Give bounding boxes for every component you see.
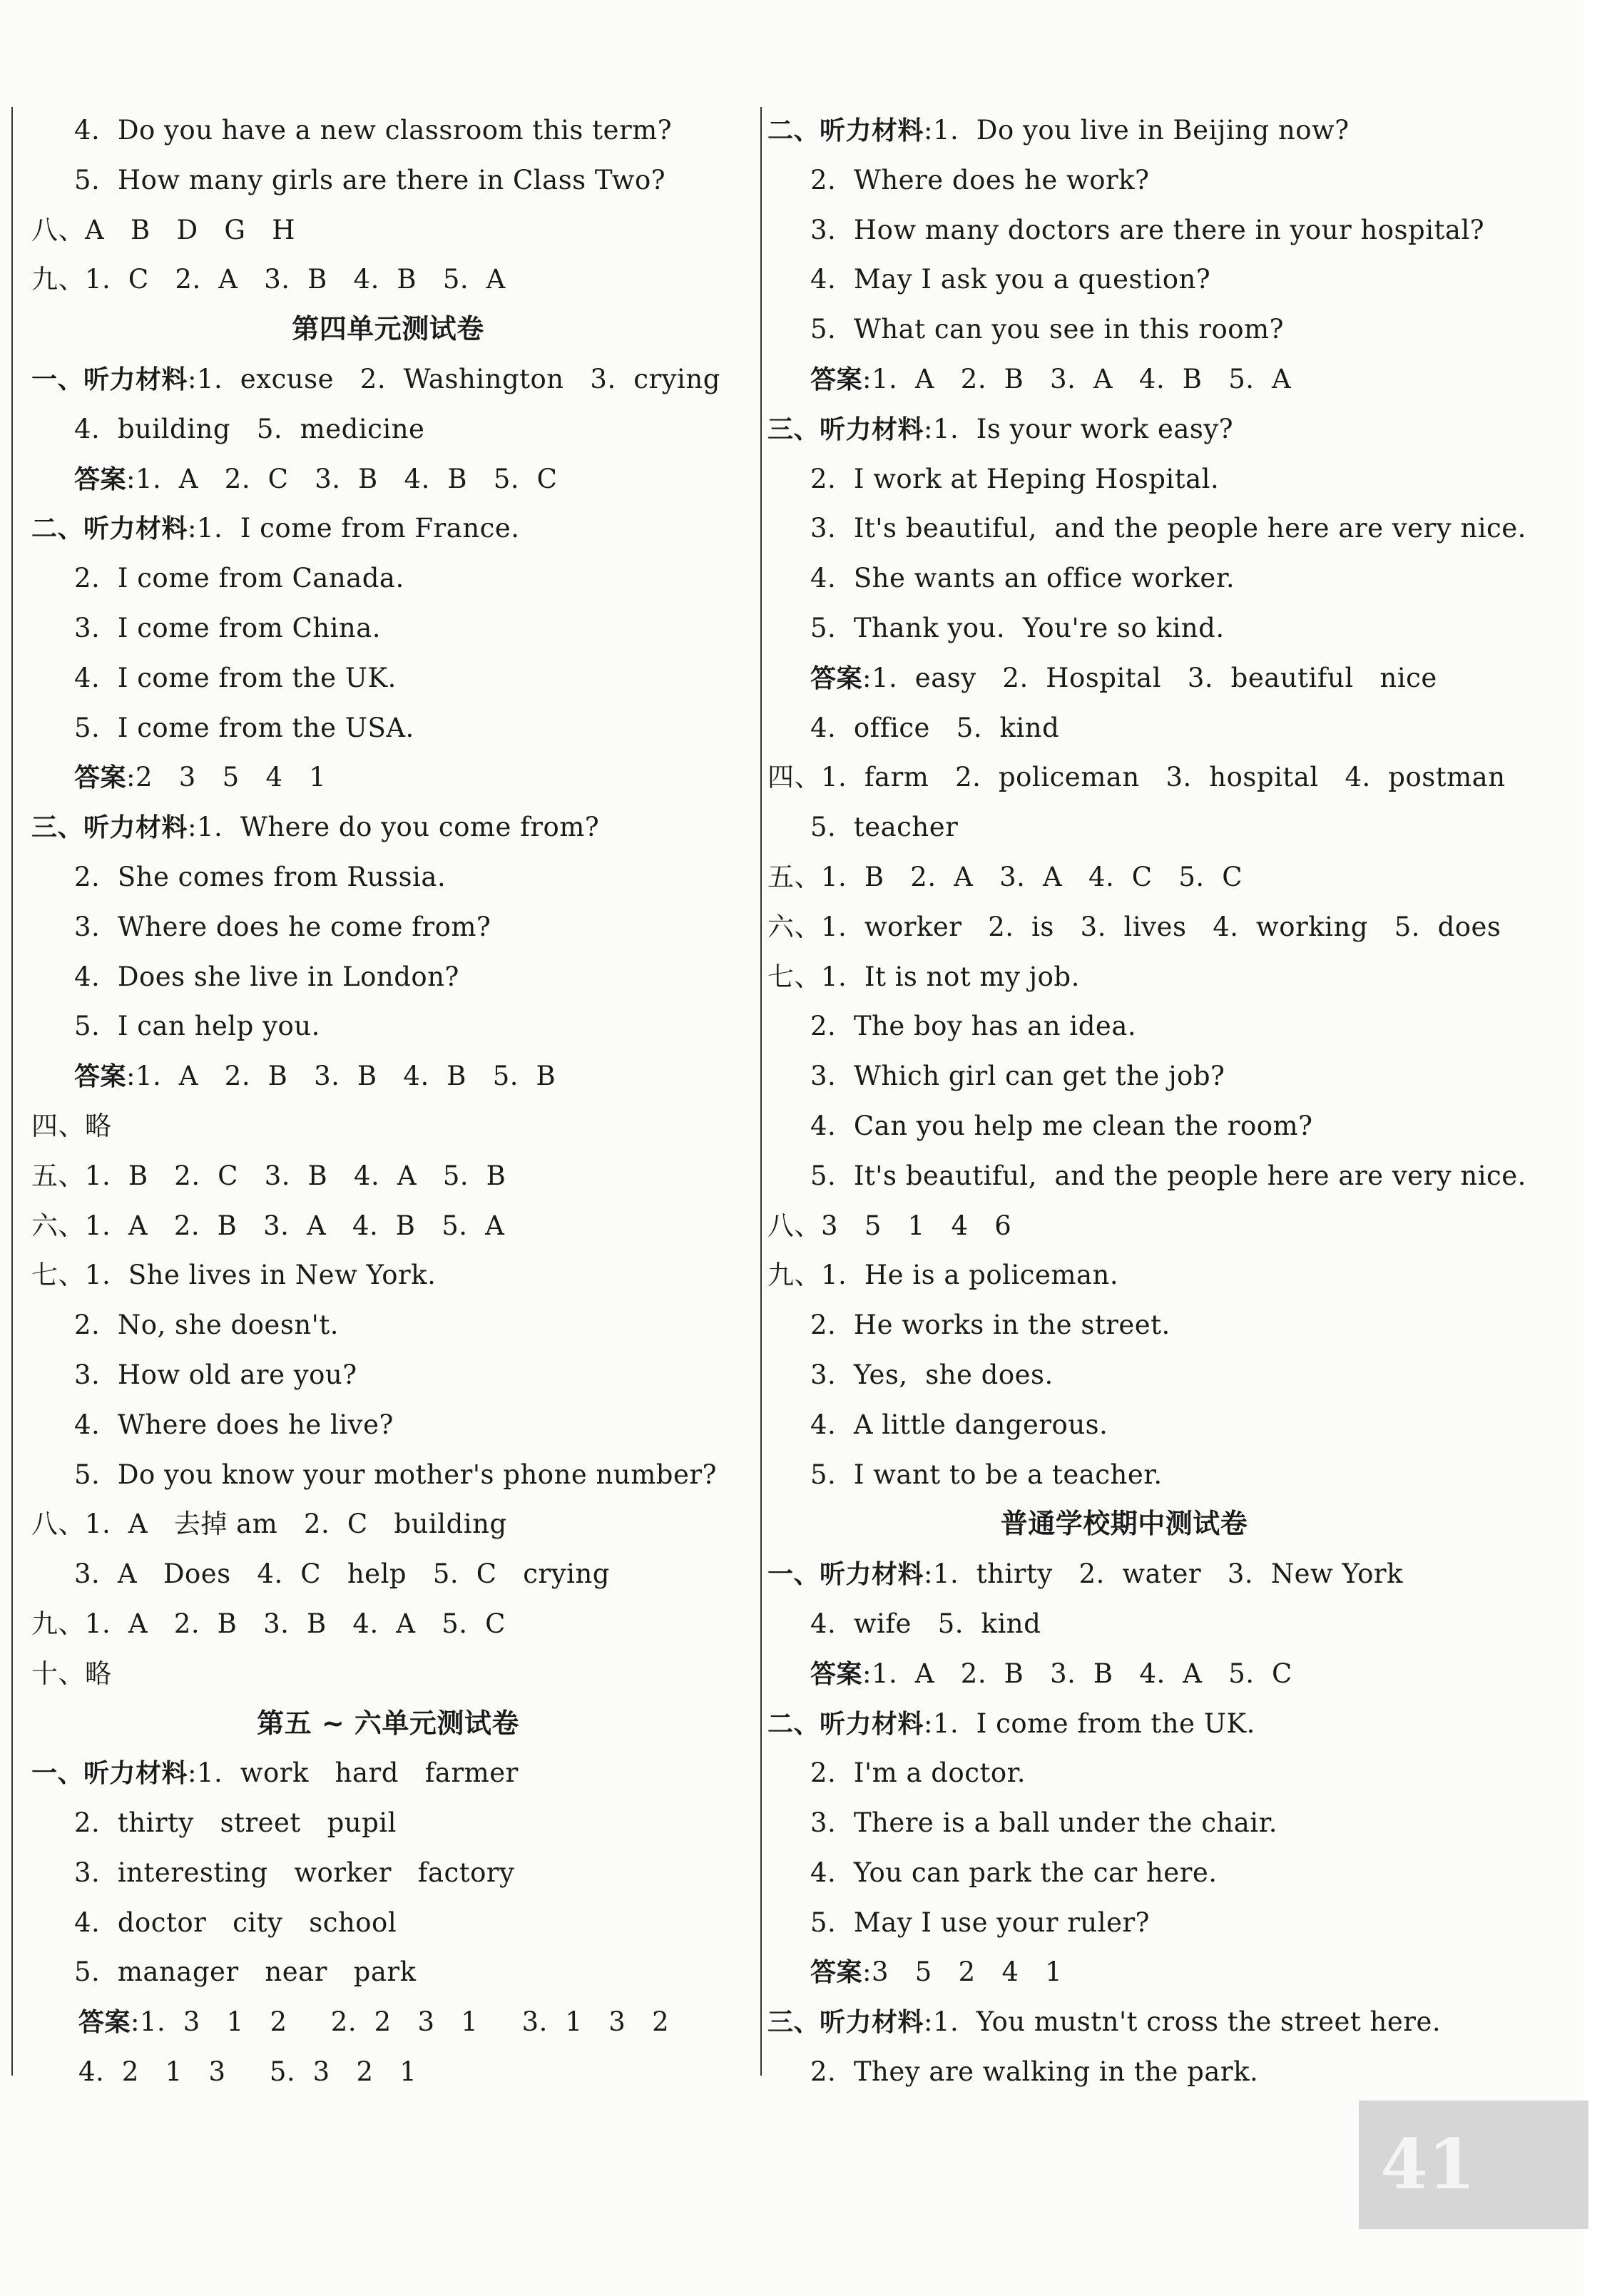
left-margin-rule bbox=[11, 107, 13, 2076]
line-text: :1. 3 1 2 2. 2 3 1 3. 1 3 2 bbox=[131, 2006, 670, 2038]
answer-line bbox=[31, 653, 745, 703]
line-text: 八、1. A 去掉 am 2. C building bbox=[31, 1509, 507, 1540]
answer-line bbox=[31, 1201, 745, 1251]
line-text: :1. I come from the UK. bbox=[924, 1708, 1255, 1739]
line-text: 2. I work at Heping Hospital. bbox=[810, 463, 1220, 494]
answer-line bbox=[767, 1201, 1481, 1251]
line-label: 答案 bbox=[810, 1659, 863, 1689]
line-text: 2. She comes from Russia. bbox=[74, 861, 447, 892]
answer-line bbox=[31, 1599, 745, 1649]
answer-line bbox=[31, 1350, 745, 1400]
line-label: 答案 bbox=[810, 663, 863, 693]
answer-line bbox=[31, 553, 745, 603]
answer-line bbox=[767, 305, 1481, 354]
answer-line bbox=[767, 454, 1481, 504]
line-text: 2. They are walking in the park. bbox=[810, 2056, 1259, 2088]
line-label: 答案 bbox=[74, 464, 127, 494]
line-text: 八、A B D G H bbox=[31, 214, 296, 245]
line-text: 九、1. He is a policeman. bbox=[767, 1260, 1119, 1291]
line-text: 九、1. A 2. B 3. B 4. A 5. C bbox=[31, 1608, 506, 1639]
line-text: 4. doctor city school bbox=[74, 1907, 397, 1938]
line-text: 5. It's beautiful, and the people here are very nice. bbox=[810, 1160, 1526, 1191]
answer-line bbox=[31, 454, 745, 504]
answer-line bbox=[31, 1997, 745, 2047]
line-text: :1. easy 2. Hospital 3. beautiful nice bbox=[862, 662, 1437, 693]
line-text: :1. You mustn't cross the street here. bbox=[924, 2006, 1442, 2038]
line-text: 4. A little dangerous. bbox=[810, 1409, 1108, 1440]
answer-line bbox=[767, 1101, 1481, 1151]
line-text: 5. May I use your ruler? bbox=[810, 1907, 1151, 1938]
line-text: 十、略 bbox=[31, 1658, 112, 1689]
answer-line bbox=[31, 1400, 745, 1450]
line-text: :1. I come from France. bbox=[188, 513, 520, 544]
line-text: 四、略 bbox=[31, 1110, 112, 1141]
line-text: 2. I come from Canada. bbox=[74, 563, 404, 594]
line-text: 5. I can help you. bbox=[74, 1011, 320, 1042]
answer-line bbox=[31, 902, 745, 952]
answer-line bbox=[767, 653, 1481, 703]
line-label: 二、听力材料 bbox=[767, 1709, 924, 1739]
answer-line bbox=[767, 1748, 1481, 1798]
answer-line bbox=[767, 1450, 1481, 1500]
answer-line bbox=[31, 255, 745, 305]
answer-line bbox=[767, 1848, 1481, 1898]
line-text: :1. Do you live in Beijing now? bbox=[924, 115, 1350, 146]
answer-line bbox=[31, 155, 745, 205]
answer-line bbox=[31, 1250, 745, 1300]
line-text: 2. No, she doesn't. bbox=[74, 1310, 339, 1341]
page-number: 41 bbox=[1359, 2101, 1588, 2229]
answer-line bbox=[767, 1300, 1481, 1350]
answer-line bbox=[767, 1250, 1481, 1300]
answer-line bbox=[767, 504, 1526, 553]
line-text: :1. thirty 2. water 3. New York bbox=[924, 1558, 1403, 1590]
line-text: 4. I come from the UK. bbox=[74, 662, 397, 693]
answer-line bbox=[31, 1101, 745, 1151]
answer-line bbox=[31, 1499, 745, 1549]
line-text: 5. teacher bbox=[810, 812, 959, 843]
line-text: :1. work hard farmer bbox=[188, 1757, 519, 1789]
line-text: :1. A 2. C 3. B 4. B 5. C bbox=[126, 463, 558, 494]
column-divider bbox=[760, 107, 762, 2076]
answer-line bbox=[31, 2047, 745, 2097]
line-text: :3 5 2 4 1 bbox=[862, 1956, 1063, 1988]
answer-line bbox=[31, 1748, 745, 1798]
line-label: 答案 bbox=[74, 1062, 127, 1092]
line-text: 5. manager near park bbox=[74, 1956, 417, 1988]
line-text: 五、1. B 2. C 3. B 4. A 5. B bbox=[31, 1160, 506, 1191]
line-text: 4. Does she live in London? bbox=[74, 961, 459, 992]
line-text: :1. excuse 2. Washington 3. crying bbox=[188, 363, 720, 394]
answer-line bbox=[767, 952, 1481, 1002]
line-text: :1. A 2. B 3. A 4. B 5. A bbox=[862, 363, 1292, 394]
answer-line bbox=[31, 106, 745, 155]
answer-line bbox=[767, 1001, 1481, 1051]
line-text: 2. The boy has an idea. bbox=[810, 1011, 1137, 1042]
answer-line bbox=[767, 902, 1501, 952]
answer-line bbox=[767, 1997, 1481, 2047]
answer-line bbox=[31, 1947, 745, 1997]
answer-line bbox=[31, 852, 745, 902]
line-text: 3. A Does 4. C help 5. C crying bbox=[74, 1558, 610, 1590]
answer-line bbox=[767, 1549, 1481, 1599]
answer-line bbox=[767, 1599, 1481, 1649]
line-text: 4. wife 5. kind bbox=[810, 1608, 1041, 1639]
line-text: 4. office 5. kind bbox=[810, 712, 1060, 743]
answer-line bbox=[767, 404, 1481, 454]
answer-line bbox=[767, 1947, 1481, 1997]
answer-line bbox=[31, 1151, 745, 1201]
answer-line bbox=[31, 205, 745, 255]
answer-line bbox=[767, 1400, 1481, 1450]
answer-line bbox=[31, 354, 745, 404]
line-label: 一、听力材料 bbox=[31, 1759, 188, 1789]
line-label: 答案 bbox=[810, 364, 863, 394]
answer-line bbox=[31, 1001, 745, 1051]
answer-line bbox=[767, 1350, 1481, 1400]
answer-line bbox=[31, 1300, 745, 1350]
line-text: :2 3 5 4 1 bbox=[126, 762, 327, 793]
line-text: :1. Where do you come from? bbox=[188, 812, 600, 843]
answer-line bbox=[31, 1649, 745, 1699]
answer-line bbox=[31, 603, 745, 653]
answer-line bbox=[31, 1848, 745, 1898]
answer-line bbox=[767, 354, 1481, 404]
answer-line bbox=[31, 1450, 745, 1500]
line-label: 答案 bbox=[74, 763, 127, 793]
line-text: 3. interesting worker factory bbox=[74, 1857, 515, 1888]
line-text: 2. thirty street pupil bbox=[74, 1807, 397, 1839]
line-text: 2. Where does he work? bbox=[810, 164, 1150, 195]
line-text: 4. You can park the car here. bbox=[810, 1857, 1218, 1888]
line-text: 3. Where does he come from? bbox=[74, 911, 491, 942]
answer-line bbox=[767, 703, 1481, 753]
answer-line bbox=[31, 504, 745, 553]
answer-line bbox=[31, 1898, 745, 1948]
answer-line bbox=[767, 1051, 1481, 1101]
section-heading: 第四单元测试卷 bbox=[292, 313, 484, 345]
answer-line bbox=[31, 1798, 745, 1848]
answer-line bbox=[31, 1549, 745, 1599]
answer-line bbox=[31, 802, 745, 852]
answer-line bbox=[767, 205, 1485, 255]
line-label: 一、听力材料 bbox=[767, 1560, 924, 1590]
line-text: 七、1. It is not my job. bbox=[767, 961, 1080, 992]
answer-line bbox=[767, 802, 1481, 852]
section-heading: 普通学校期中测试卷 bbox=[1000, 1508, 1248, 1540]
line-text: 5. How many girls are there in Class Two? bbox=[74, 164, 666, 195]
answer-line bbox=[767, 1898, 1481, 1948]
line-text: 六、1. worker 2. is 3. lives 4. working 5. does bbox=[767, 911, 1501, 942]
answer-line bbox=[31, 952, 745, 1002]
answer-line bbox=[767, 752, 1506, 802]
answer-line bbox=[31, 404, 745, 454]
line-label: 二、听力材料 bbox=[31, 514, 188, 544]
line-text: 3. It's beautiful, and the people here are very nice. bbox=[810, 513, 1526, 544]
line-label: 答案 bbox=[78, 2008, 131, 2038]
line-text: 5. Thank you. You're so kind. bbox=[810, 612, 1225, 643]
right-column bbox=[767, 106, 1526, 2097]
answer-line bbox=[767, 106, 1481, 155]
answer-line bbox=[767, 603, 1481, 653]
answer-line bbox=[767, 1151, 1526, 1201]
line-text: 5. I want to be a teacher. bbox=[810, 1459, 1163, 1490]
line-label: 二、听力材料 bbox=[767, 116, 924, 146]
answer-line bbox=[767, 2047, 1481, 2097]
line-text: 3. Which girl can get the job? bbox=[810, 1061, 1225, 1092]
line-text: 七、1. She lives in New York. bbox=[31, 1260, 437, 1291]
line-text: 3. I come from China. bbox=[74, 612, 382, 643]
answer-line bbox=[767, 1649, 1481, 1699]
line-text: 2. I'm a doctor. bbox=[810, 1757, 1026, 1789]
section-heading: 第五 ~ 六单元测试卷 bbox=[257, 1707, 519, 1739]
left-column bbox=[31, 106, 745, 2097]
line-text: 四、1. farm 2. policeman 3. hospital 4. postman bbox=[767, 762, 1506, 793]
answer-line bbox=[31, 1051, 745, 1101]
answer-line bbox=[767, 155, 1481, 205]
line-text: 4. building 5. medicine bbox=[74, 413, 425, 444]
line-text: 4. Can you help me clean the room? bbox=[810, 1110, 1313, 1141]
line-label: 三、听力材料 bbox=[767, 2008, 924, 2038]
line-text: 3. How old are you? bbox=[74, 1359, 357, 1390]
line-text: 3. Yes, she does. bbox=[810, 1359, 1054, 1390]
line-text: :1. Is your work easy? bbox=[924, 413, 1234, 444]
line-text: 4. May I ask you a question? bbox=[810, 264, 1211, 295]
line-label: 三、听力材料 bbox=[31, 813, 188, 843]
answer-line bbox=[767, 553, 1481, 603]
line-text: 八、3 5 1 4 6 bbox=[767, 1210, 1012, 1241]
line-text: :1. A 2. B 3. B 4. B 5. B bbox=[126, 1061, 556, 1092]
line-text: 2. He works in the street. bbox=[810, 1310, 1170, 1341]
line-text: 4. Where does he live? bbox=[74, 1409, 394, 1440]
line-text: 5. I come from the USA. bbox=[74, 712, 414, 743]
line-label: 三、听力材料 bbox=[767, 414, 924, 444]
line-text: 5. Do you know your mother's phone number? bbox=[74, 1459, 717, 1490]
line-text: 3. How many doctors are there in your hospital? bbox=[810, 214, 1485, 245]
answer-line bbox=[767, 852, 1481, 902]
answer-line bbox=[767, 1798, 1481, 1848]
line-text: 4. She wants an office worker. bbox=[810, 563, 1235, 594]
line-text: 3. There is a ball under the chair. bbox=[810, 1807, 1278, 1839]
line-text: 五、1. B 2. A 3. A 4. C 5. C bbox=[767, 861, 1243, 892]
line-label: 答案 bbox=[810, 1958, 863, 1988]
answer-line bbox=[767, 1699, 1481, 1749]
line-text: 5. What can you see in this room? bbox=[810, 314, 1284, 345]
line-text: 4. 2 1 3 5. 3 2 1 bbox=[78, 2056, 417, 2088]
line-text: 九、1. C 2. A 3. B 4. B 5. A bbox=[31, 264, 506, 295]
line-text: :1. A 2. B 3. B 4. A 5. C bbox=[862, 1658, 1292, 1689]
line-text: 六、1. A 2. B 3. A 4. B 5. A bbox=[31, 1210, 505, 1241]
answer-line bbox=[31, 752, 745, 802]
answer-line bbox=[767, 255, 1481, 305]
answer-line bbox=[31, 703, 745, 753]
line-text: 4. Do you have a new classroom this term? bbox=[74, 115, 673, 146]
line-label: 一、听力材料 bbox=[31, 364, 188, 394]
